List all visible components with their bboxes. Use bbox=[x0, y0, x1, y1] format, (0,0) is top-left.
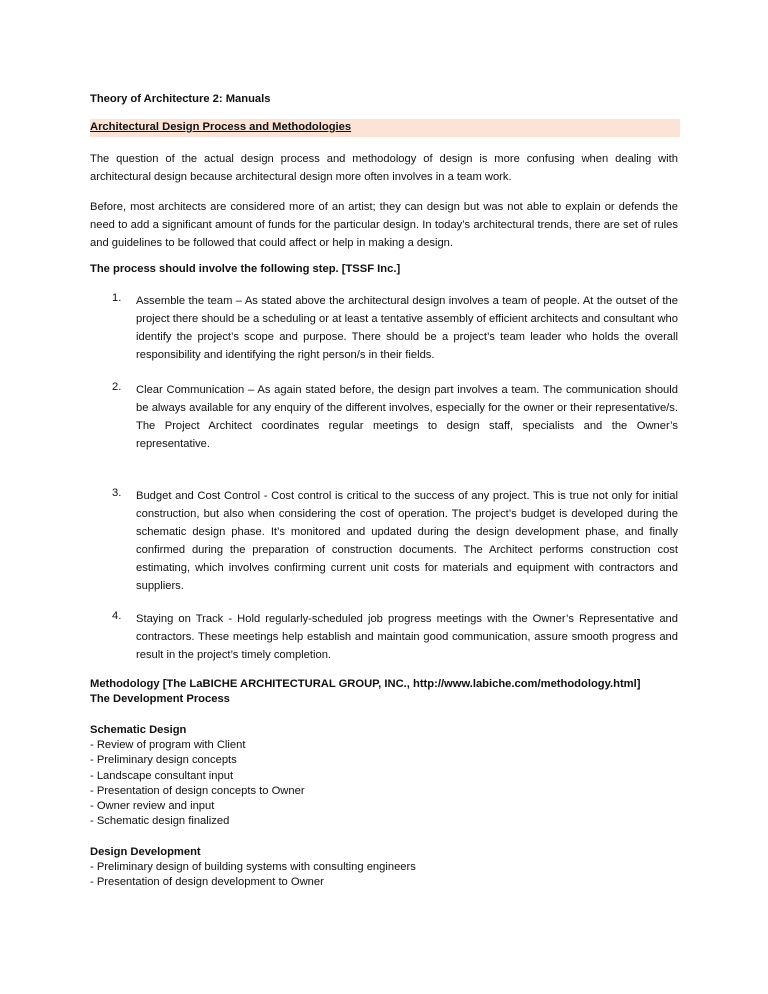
document-title: Theory of Architecture 2: Manuals bbox=[90, 93, 271, 105]
list-number: 1. bbox=[112, 292, 122, 304]
list-text: Budget and Cost Control - Cost control is critical to the success of any project. This is true not only for initial construction, but also when considering the cost of operation. The project’s budget is developed during the schematic design phase. It’s monitored and updated during the design development phase, and finally confirmed during the preparation of construction documents. The Architect performs construction cost estimating, which involves confirming current unit costs for materials and equipment with contractors and suppliers. bbox=[136, 490, 678, 592]
methodology-heading: Methodology [The LaBICHE ARCHITECTURAL GROUP, INC., http://www.labiche.com/methodology.html] bbox=[90, 678, 641, 690]
design-development-list bbox=[90, 860, 416, 891]
list-item: - Owner review and input bbox=[90, 800, 215, 813]
development-heading: The Development Process bbox=[90, 693, 230, 705]
design-development-heading: Design Development bbox=[90, 846, 201, 858]
list-number: 4. bbox=[112, 610, 122, 622]
section-title: Architectural Design Process and Methodologies bbox=[90, 121, 352, 133]
section-heading-bar bbox=[90, 119, 680, 137]
list-text: Assemble the team – As stated above the architectural design involves a team of people. At the outset of the project there should be a scheduling or at least a tentative assembly of efficient architects and consultant who identify the project’s scope and purpose. There should be a project’s team leader who holds the overall responsibility and identifying the right person/s in their fields. bbox=[136, 295, 678, 361]
list-text: Staying on Track - Hold regularly-scheduled job progress meetings with the Owner’s Representative and contractors. These meetings help establish and maintain good communication, assure smooth progress and result in the project’s timely completion. bbox=[136, 613, 678, 661]
list-item: - Landscape consultant input bbox=[90, 769, 234, 782]
list-item: - Review of program with Client bbox=[90, 739, 246, 751]
schematic-list bbox=[90, 738, 305, 830]
schematic-heading: Schematic Design bbox=[90, 724, 187, 736]
process-heading: The process should involve the following step. [TSSF Inc.] bbox=[90, 263, 401, 275]
list-item: - Preliminary design of building systems with consulting engineers bbox=[90, 861, 416, 873]
list-item: - Presentation of design concepts to Owner bbox=[90, 784, 305, 797]
list-item: - Schematic design finalized bbox=[90, 815, 230, 828]
paragraph: The question of the actual design process and methodology of design is more confusing when dealing with architectural design because architectural design more often involves in a team work. bbox=[90, 153, 678, 183]
list-number: 3. bbox=[112, 487, 122, 499]
list-text: Clear Communication – As again stated before, the design part involves a team. The communication should be always available for any enquiry of the different involves, especially for the owner or their representative/s. The Project Architect coordinates regular meetings to design staff, specialists and the Owner’s representative. bbox=[136, 384, 678, 450]
list-item: - Presentation of design development to Owner bbox=[90, 876, 324, 889]
list-item: - Preliminary design concepts bbox=[90, 754, 237, 767]
list-number: 2. bbox=[112, 381, 122, 393]
paragraph: Before, most architects are considered more of an artist; they can design but was not able to explain or defends the need to add a significant amount of funds for the particular design. In today’s architectural trends, there are set of rules and guidelines to be followed that could affect or help in making a design. bbox=[90, 201, 678, 249]
